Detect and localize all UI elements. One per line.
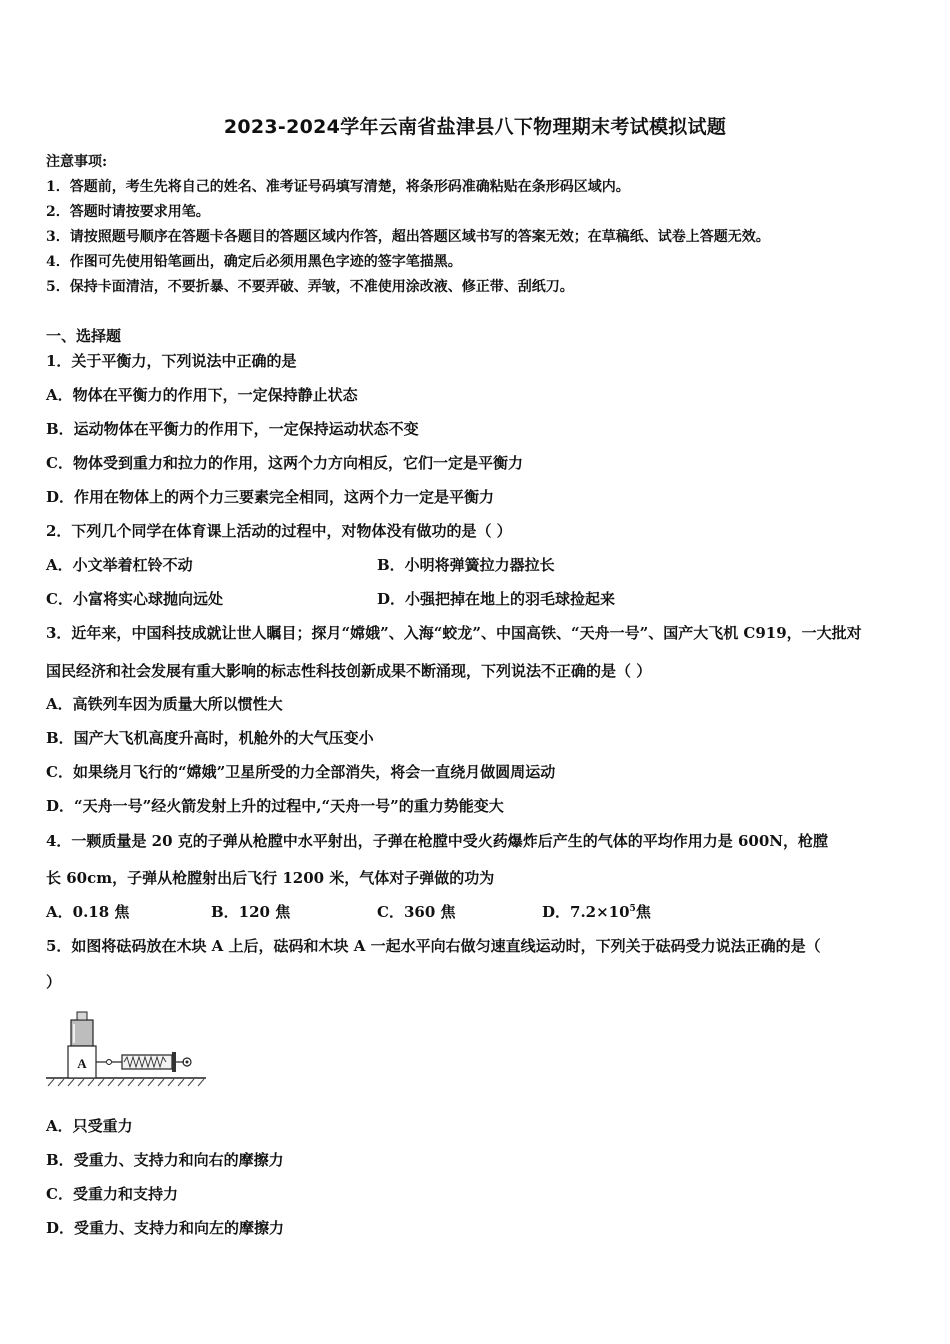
- question-4-stem-line-2: 长 60cm，子弹从枪膛射出后飞行 1200 米，气体对子弹做的功为: [46, 869, 495, 887]
- question-1-option-b: B．运动物体在平衡力的作用下，一定保持运动状态不变: [46, 420, 419, 438]
- note-item: 2．答题时请按要求用笔。: [46, 204, 210, 220]
- question-5-stem-line-2: ）: [46, 973, 62, 991]
- block-label: A: [77, 1056, 87, 1071]
- question-2-stem: 2．下列几个同学在体育课上活动的过程中，对物体没有做功的是（ ）: [46, 522, 512, 540]
- note-item: 3．请按照题号顺序在答题卡各题目的答题区域内作答，超出答题区域书写的答案无效；在草稿纸、试卷上答题无效。: [46, 229, 770, 245]
- question-4-option-d-base: D．7.2×10: [542, 903, 630, 921]
- question-5-figure: [44, 1006, 210, 1092]
- question-5-option-a: A．只受重力: [46, 1117, 133, 1135]
- question-4-option-a: A．0.18 焦: [46, 903, 130, 921]
- question-3-stem-line-1: 3．近年来，中国科技成就让世人瞩目；探月“嫦娥”、入海“蛟龙”、中国高铁、“天舟一号”、国产大飞机 C919，一大批对: [46, 624, 862, 642]
- question-4-option-c: C．360 焦: [377, 903, 456, 921]
- notes-header: 注意事项:: [46, 154, 108, 170]
- question-3-option-a: A．高铁列车因为质量大所以惯性大: [46, 695, 283, 713]
- question-4-option-d: [542, 902, 651, 922]
- question-1-option-d: D．作用在物体上的两个力三要素完全相同，这两个力一定是平衡力: [46, 488, 495, 506]
- question-2-option-c: C．小富将实心球抛向远处: [46, 590, 223, 608]
- question-3-option-b: B．国产大飞机高度升高时，机舱外的大气压变小: [46, 729, 374, 747]
- question-2-option-a: A．小文举着杠铃不动: [46, 556, 193, 574]
- question-5-stem-line-1: 5．如图将砝码放在木块 A 上后，砝码和木块 A 一起水平向右做匀速直线运动时，下列关于砝码受力说法正确的是（: [46, 937, 821, 955]
- page-title: 2023-2024学年云南省盐津县八下物理期末考试模拟试题: [223, 116, 727, 138]
- question-5-option-d: D．受重力、支持力和向左的摩擦力: [46, 1219, 285, 1237]
- section-title: 一、选择题: [46, 327, 122, 345]
- question-1-option-a: A．物体在平衡力的作用下，一定保持静止状态: [46, 386, 358, 404]
- question-1-stem: 1．关于平衡力，下列说法中正确的是: [46, 352, 297, 370]
- note-item: 1．答题前，考生先将自己的姓名、准考证号码填写清楚，将条形码准确粘贴在条形码区域内。: [46, 179, 630, 195]
- question-4-option-b: B．120 焦: [211, 903, 291, 921]
- question-3-option-d: D．“天舟一号”经火箭发射上升的过程中,“天舟一号”的重力势能变大: [46, 797, 504, 815]
- question-2-option-d: D．小强把掉在地上的羽毛球捡起来: [377, 590, 616, 608]
- note-item: 5．保持卡面清洁，不要折暴、不要弄破、弄皱，不准使用涂改液、修正带、刮纸刀。: [46, 279, 574, 295]
- note-item: 4．作图可先使用铅笔画出，确定后必须用黑色字迹的签字笔描黑。: [46, 254, 462, 270]
- question-4-option-d-exponent: 5: [629, 904, 636, 914]
- question-2-option-b: B．小明将弹簧拉力器拉长: [377, 556, 555, 574]
- question-4-stem-line-1: 4．一颗质量是 20 克的子弹从枪膛中水平射出，子弹在枪膛中受火药爆炸后产生的气体的平均作用力是 600N，枪膛: [46, 832, 829, 850]
- question-4-option-d-unit: 焦: [635, 903, 651, 921]
- block-spring-diagram: [44, 1006, 210, 1092]
- question-5-option-c: C．受重力和支持力: [46, 1185, 178, 1203]
- question-1-option-c: C．物体受到重力和拉力的作用，这两个力方向相反，它们一定是平衡力: [46, 454, 523, 472]
- question-3-stem-line-2: 国民经济和社会发展有重大影响的标志性科技创新成果不断涌现，下列说法不正确的是（ ）: [46, 662, 652, 680]
- question-5-option-b: B．受重力、支持力和向右的摩擦力: [46, 1151, 284, 1169]
- question-3-option-c: C．如果绕月飞行的“嫦娥”卫星所受的力全部消失，将会一直绕月做圆周运动: [46, 763, 556, 781]
